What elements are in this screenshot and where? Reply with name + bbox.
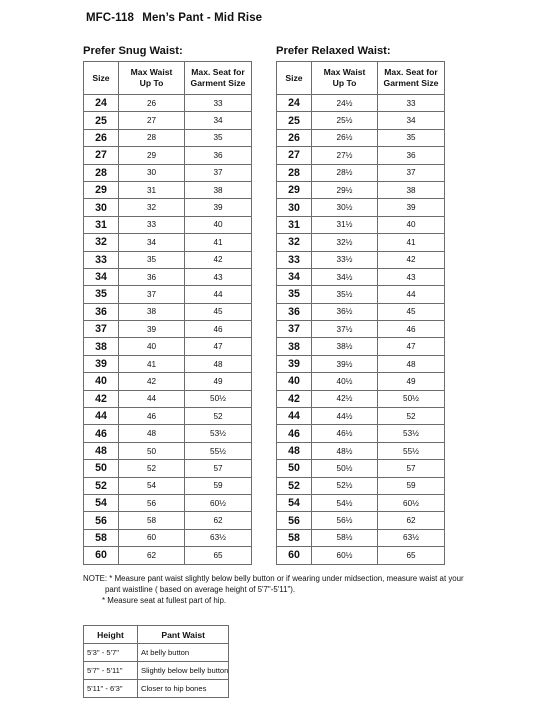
table-row bbox=[277, 303, 445, 320]
max-waist-cell: 52½ bbox=[312, 477, 378, 494]
table-row bbox=[84, 286, 252, 303]
max-waist-cell: 32 bbox=[119, 199, 185, 216]
table-row bbox=[84, 529, 252, 546]
table-row bbox=[277, 547, 445, 564]
max-seat-cell: 34 bbox=[185, 112, 252, 129]
max-seat-cell: 47 bbox=[378, 338, 445, 355]
max-seat-cell: 46 bbox=[378, 321, 445, 338]
size-cell: 60 bbox=[277, 547, 312, 564]
max-seat-cell: 41 bbox=[378, 234, 445, 251]
table-row bbox=[277, 442, 445, 459]
max-seat-cell: 60½ bbox=[378, 494, 445, 511]
column-header-pant-waist: Pant Waist bbox=[138, 626, 229, 644]
max-waist-cell: 33 bbox=[119, 216, 185, 233]
table-row bbox=[277, 373, 445, 390]
size-cell: 27 bbox=[84, 147, 119, 164]
size-cell: 35 bbox=[277, 286, 312, 303]
max-seat-cell: 34 bbox=[378, 112, 445, 129]
table-row bbox=[277, 95, 445, 112]
relaxed-size-table bbox=[276, 61, 445, 565]
max-waist-cell: 36½ bbox=[312, 303, 378, 320]
max-seat-cell: 37 bbox=[378, 164, 445, 181]
table-row bbox=[277, 355, 445, 372]
size-cell: 40 bbox=[277, 373, 312, 390]
table-row bbox=[277, 286, 445, 303]
size-cell: 39 bbox=[84, 355, 119, 372]
table-row bbox=[277, 477, 445, 494]
size-cell: 30 bbox=[84, 199, 119, 216]
max-waist-cell: 30½ bbox=[312, 199, 378, 216]
table-row bbox=[84, 338, 252, 355]
size-cell: 34 bbox=[277, 268, 312, 285]
size-cell: 39 bbox=[277, 355, 312, 372]
max-seat-cell: 46 bbox=[185, 321, 252, 338]
max-waist-cell: 40½ bbox=[312, 373, 378, 390]
table-row bbox=[84, 216, 252, 233]
size-cell: 35 bbox=[84, 286, 119, 303]
product-code: MFC-118 bbox=[86, 12, 134, 24]
size-cell: 42 bbox=[277, 390, 312, 407]
snug-size-table bbox=[83, 61, 252, 565]
table-row bbox=[84, 164, 252, 181]
max-waist-cell: 24½ bbox=[312, 95, 378, 112]
max-seat-cell: 43 bbox=[378, 268, 445, 285]
max-seat-cell: 57 bbox=[185, 460, 252, 477]
max-seat-cell: 42 bbox=[185, 251, 252, 268]
max-seat-cell: 48 bbox=[378, 355, 445, 372]
table-row bbox=[84, 512, 252, 529]
table-row bbox=[277, 390, 445, 407]
table-row bbox=[277, 112, 445, 129]
max-waist-cell: 35½ bbox=[312, 286, 378, 303]
size-cell: 54 bbox=[84, 494, 119, 511]
size-cell: 25 bbox=[84, 112, 119, 129]
max-waist-cell: 31 bbox=[119, 181, 185, 198]
table-row bbox=[84, 408, 252, 425]
max-waist-cell: 32½ bbox=[312, 234, 378, 251]
max-waist-cell: 40 bbox=[119, 338, 185, 355]
column-header-max-waist: Max Waist Up To bbox=[119, 62, 185, 95]
max-waist-cell: 39½ bbox=[312, 355, 378, 372]
size-cell: 28 bbox=[277, 164, 312, 181]
column-header-max-waist: Max Waist Up To bbox=[312, 62, 378, 95]
size-cell: 26 bbox=[277, 129, 312, 146]
max-seat-cell: 33 bbox=[378, 95, 445, 112]
max-waist-cell: 56 bbox=[119, 494, 185, 511]
table-row bbox=[277, 199, 445, 216]
max-waist-cell: 27½ bbox=[312, 147, 378, 164]
table-row bbox=[84, 680, 229, 698]
size-cell: 34 bbox=[84, 268, 119, 285]
max-seat-cell: 38 bbox=[185, 181, 252, 198]
max-waist-cell: 42 bbox=[119, 373, 185, 390]
height-cell: 5'11" - 6'3" bbox=[84, 680, 138, 698]
table-row bbox=[277, 512, 445, 529]
max-waist-cell: 54½ bbox=[312, 494, 378, 511]
size-cell: 24 bbox=[84, 95, 119, 112]
table-row bbox=[84, 494, 252, 511]
table-row bbox=[84, 199, 252, 216]
max-waist-cell: 28 bbox=[119, 129, 185, 146]
height-pant-waist-table bbox=[83, 625, 229, 698]
size-cell: 40 bbox=[84, 373, 119, 390]
size-cell: 42 bbox=[84, 390, 119, 407]
max-seat-cell: 39 bbox=[185, 199, 252, 216]
max-waist-cell: 26 bbox=[119, 95, 185, 112]
size-cell: 26 bbox=[84, 129, 119, 146]
size-cell: 48 bbox=[277, 442, 312, 459]
table-row bbox=[84, 644, 229, 662]
max-seat-cell: 43 bbox=[185, 268, 252, 285]
max-seat-cell: 50½ bbox=[185, 390, 252, 407]
max-waist-cell: 48 bbox=[119, 425, 185, 442]
size-cell: 58 bbox=[84, 529, 119, 546]
max-waist-cell: 48½ bbox=[312, 442, 378, 459]
max-seat-cell: 36 bbox=[378, 147, 445, 164]
max-seat-cell: 60½ bbox=[185, 494, 252, 511]
column-header-size: Size bbox=[277, 62, 312, 95]
size-cell: 25 bbox=[277, 112, 312, 129]
table-row bbox=[84, 460, 252, 477]
size-cell: 54 bbox=[277, 494, 312, 511]
table-row bbox=[277, 408, 445, 425]
product-name: Men’s Pant - Mid Rise bbox=[142, 12, 263, 24]
table-header-row bbox=[277, 62, 445, 95]
measurement-note bbox=[83, 573, 464, 606]
max-seat-cell: 35 bbox=[378, 129, 445, 146]
size-cell: 38 bbox=[84, 338, 119, 355]
table-row bbox=[84, 355, 252, 372]
size-cell: 56 bbox=[277, 512, 312, 529]
max-waist-cell: 25½ bbox=[312, 112, 378, 129]
size-cell: 52 bbox=[84, 477, 119, 494]
table-row bbox=[277, 129, 445, 146]
max-waist-cell: 50½ bbox=[312, 460, 378, 477]
size-cell: 33 bbox=[277, 251, 312, 268]
table-row bbox=[84, 95, 252, 112]
max-waist-cell: 26½ bbox=[312, 129, 378, 146]
max-waist-cell: 62 bbox=[119, 547, 185, 564]
max-waist-cell: 28½ bbox=[312, 164, 378, 181]
max-waist-cell: 58½ bbox=[312, 529, 378, 546]
size-cell: 37 bbox=[84, 321, 119, 338]
max-waist-cell: 44½ bbox=[312, 408, 378, 425]
max-waist-cell: 34½ bbox=[312, 268, 378, 285]
max-waist-cell: 39 bbox=[119, 321, 185, 338]
size-cell: 58 bbox=[277, 529, 312, 546]
max-seat-cell: 65 bbox=[185, 547, 252, 564]
size-cell: 52 bbox=[277, 477, 312, 494]
table-row bbox=[84, 547, 252, 564]
max-seat-cell: 49 bbox=[378, 373, 445, 390]
max-waist-cell: 50 bbox=[119, 442, 185, 459]
max-waist-cell: 33½ bbox=[312, 251, 378, 268]
table-row bbox=[277, 494, 445, 511]
note-line-3: * Measure seat at fullest part of hip. bbox=[102, 596, 227, 605]
table-row bbox=[84, 268, 252, 285]
max-waist-cell: 29 bbox=[119, 147, 185, 164]
max-waist-cell: 37 bbox=[119, 286, 185, 303]
max-seat-cell: 40 bbox=[185, 216, 252, 233]
max-waist-cell: 52 bbox=[119, 460, 185, 477]
max-seat-cell: 63½ bbox=[378, 529, 445, 546]
size-cell: 46 bbox=[84, 425, 119, 442]
table-row bbox=[84, 321, 252, 338]
max-waist-cell: 60½ bbox=[312, 547, 378, 564]
table-row bbox=[84, 442, 252, 459]
note-line-2: pant waistline ( based on average height of 5'7"-5'11"). bbox=[105, 585, 296, 594]
size-cell: 31 bbox=[277, 216, 312, 233]
column-header-max-seat: Max. Seat for Garment Size bbox=[185, 62, 252, 95]
max-waist-cell: 31½ bbox=[312, 216, 378, 233]
height-cell: 5'3" - 5'7" bbox=[84, 644, 138, 662]
size-cell: 37 bbox=[277, 321, 312, 338]
relaxed-waist-label: Prefer Relaxed Waist: bbox=[276, 45, 391, 57]
max-seat-cell: 37 bbox=[185, 164, 252, 181]
max-waist-cell: 35 bbox=[119, 251, 185, 268]
size-cell: 50 bbox=[277, 460, 312, 477]
max-seat-cell: 65 bbox=[378, 547, 445, 564]
table-row bbox=[84, 425, 252, 442]
max-seat-cell: 45 bbox=[378, 303, 445, 320]
max-seat-cell: 57 bbox=[378, 460, 445, 477]
max-waist-cell: 54 bbox=[119, 477, 185, 494]
table-row bbox=[84, 303, 252, 320]
table-row bbox=[84, 373, 252, 390]
size-cell: 56 bbox=[84, 512, 119, 529]
max-seat-cell: 44 bbox=[378, 286, 445, 303]
max-seat-cell: 62 bbox=[185, 512, 252, 529]
max-waist-cell: 29½ bbox=[312, 181, 378, 198]
pant-waist-cell: Slightly below belly button bbox=[138, 662, 229, 680]
max-seat-cell: 33 bbox=[185, 95, 252, 112]
table-row bbox=[277, 234, 445, 251]
note-line-1: NOTE: * Measure pant waist slightly below belly button or if wearing under midsection, measure waist at your bbox=[83, 574, 464, 583]
table-row bbox=[84, 181, 252, 198]
size-cell: 32 bbox=[277, 234, 312, 251]
table-row bbox=[84, 129, 252, 146]
table-row bbox=[277, 529, 445, 546]
size-cell: 33 bbox=[84, 251, 119, 268]
max-seat-cell: 52 bbox=[378, 408, 445, 425]
max-seat-cell: 40 bbox=[378, 216, 445, 233]
table-row bbox=[84, 234, 252, 251]
max-seat-cell: 50½ bbox=[378, 390, 445, 407]
max-seat-cell: 44 bbox=[185, 286, 252, 303]
size-cell: 44 bbox=[84, 408, 119, 425]
max-seat-cell: 38 bbox=[378, 181, 445, 198]
max-seat-cell: 39 bbox=[378, 199, 445, 216]
table-row bbox=[277, 425, 445, 442]
snug-waist-label: Prefer Snug Waist: bbox=[83, 45, 183, 57]
table-row bbox=[277, 251, 445, 268]
table-row bbox=[277, 268, 445, 285]
column-header-height: Height bbox=[84, 626, 138, 644]
pant-waist-cell: Closer to hip bones bbox=[138, 680, 229, 698]
max-seat-cell: 59 bbox=[378, 477, 445, 494]
size-cell: 48 bbox=[84, 442, 119, 459]
table-row bbox=[84, 477, 252, 494]
max-seat-cell: 55½ bbox=[185, 442, 252, 459]
table-row bbox=[277, 147, 445, 164]
max-seat-cell: 63½ bbox=[185, 529, 252, 546]
max-waist-cell: 46 bbox=[119, 408, 185, 425]
max-waist-cell: 42½ bbox=[312, 390, 378, 407]
max-waist-cell: 60 bbox=[119, 529, 185, 546]
table-row bbox=[277, 216, 445, 233]
max-seat-cell: 36 bbox=[185, 147, 252, 164]
table-row bbox=[84, 147, 252, 164]
table-row bbox=[277, 460, 445, 477]
size-cell: 36 bbox=[277, 303, 312, 320]
table-row bbox=[277, 164, 445, 181]
max-seat-cell: 55½ bbox=[378, 442, 445, 459]
max-waist-cell: 36 bbox=[119, 268, 185, 285]
size-cell: 60 bbox=[84, 547, 119, 564]
size-cell: 28 bbox=[84, 164, 119, 181]
max-seat-cell: 35 bbox=[185, 129, 252, 146]
max-seat-cell: 48 bbox=[185, 355, 252, 372]
table-header-row bbox=[84, 626, 229, 644]
max-waist-cell: 46½ bbox=[312, 425, 378, 442]
size-cell: 29 bbox=[277, 181, 312, 198]
max-waist-cell: 56½ bbox=[312, 512, 378, 529]
size-cell: 32 bbox=[84, 234, 119, 251]
size-cell: 31 bbox=[84, 216, 119, 233]
table-row bbox=[84, 112, 252, 129]
table-row bbox=[84, 251, 252, 268]
max-waist-cell: 44 bbox=[119, 390, 185, 407]
max-seat-cell: 59 bbox=[185, 477, 252, 494]
pant-waist-cell: At belly button bbox=[138, 644, 229, 662]
max-waist-cell: 30 bbox=[119, 164, 185, 181]
table-row bbox=[277, 321, 445, 338]
size-cell: 44 bbox=[277, 408, 312, 425]
max-seat-cell: 41 bbox=[185, 234, 252, 251]
size-cell: 38 bbox=[277, 338, 312, 355]
size-cell: 30 bbox=[277, 199, 312, 216]
size-cell: 27 bbox=[277, 147, 312, 164]
table-header-row bbox=[84, 62, 252, 95]
max-waist-cell: 37½ bbox=[312, 321, 378, 338]
height-cell: 5'7" - 5'11" bbox=[84, 662, 138, 680]
column-header-size: Size bbox=[84, 62, 119, 95]
max-waist-cell: 58 bbox=[119, 512, 185, 529]
max-seat-cell: 53½ bbox=[185, 425, 252, 442]
table-row bbox=[84, 662, 229, 680]
table-row bbox=[277, 181, 445, 198]
size-cell: 36 bbox=[84, 303, 119, 320]
max-seat-cell: 45 bbox=[185, 303, 252, 320]
size-cell: 50 bbox=[84, 460, 119, 477]
max-waist-cell: 41 bbox=[119, 355, 185, 372]
max-seat-cell: 52 bbox=[185, 408, 252, 425]
max-waist-cell: 38 bbox=[119, 303, 185, 320]
max-waist-cell: 27 bbox=[119, 112, 185, 129]
max-seat-cell: 62 bbox=[378, 512, 445, 529]
max-waist-cell: 34 bbox=[119, 234, 185, 251]
table-row bbox=[277, 338, 445, 355]
size-cell: 29 bbox=[84, 181, 119, 198]
max-seat-cell: 42 bbox=[378, 251, 445, 268]
size-cell: 46 bbox=[277, 425, 312, 442]
table-row bbox=[84, 390, 252, 407]
column-header-max-seat: Max. Seat for Garment Size bbox=[378, 62, 445, 95]
max-seat-cell: 49 bbox=[185, 373, 252, 390]
max-seat-cell: 47 bbox=[185, 338, 252, 355]
size-cell: 24 bbox=[277, 95, 312, 112]
max-seat-cell: 53½ bbox=[378, 425, 445, 442]
max-waist-cell: 38½ bbox=[312, 338, 378, 355]
page-title bbox=[86, 12, 262, 24]
